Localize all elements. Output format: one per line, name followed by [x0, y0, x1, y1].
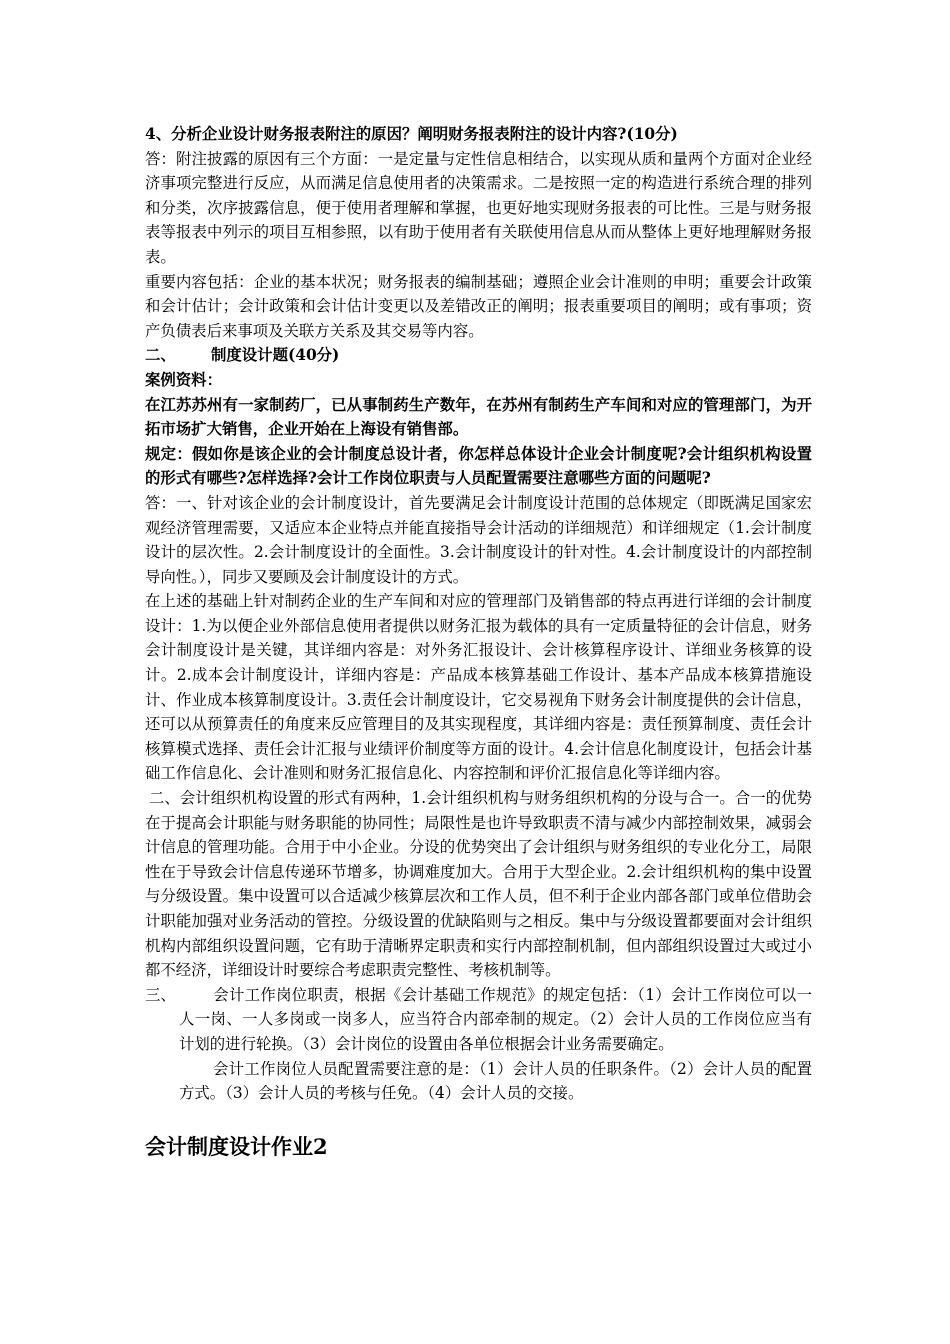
case-text: 在江苏苏州有一家制药厂，已从事制药生产数年，在苏州有制药生产车间和对应的管理部门，为开拓市场扩大销售，企业开始在上海设有销售部。 — [145, 395, 812, 439]
section-2-number: 二、 — [145, 346, 176, 365]
document-page — [145, 122, 812, 1162]
section-2-title: 制度设计题(40分) — [211, 346, 340, 365]
answer-part-2: 二、会计组织机构设置的形式有两种，1.会计组织机构与财务组织机构的分设与合一。合一的优势在于提高会计职能与财务职能的协同性；局限性是也许导致职责不清与减少内部控制效果，减弱会计信息的管理功能。合用于中小企业。分设的优势突出了会计组织与财务组织的专业化分工，局限性在于导致会计信息传递环节增多，协调难度加大。合用于大型企业。2.会计组织机构的集中设置与分级设置。集中设置可以合适减少核算层次和工作人员，但不利于企业内部各部门或单位借助会计职能加强对业务活动的管控。分级设置的优缺陷则与之相反。集中与分级设置都要面对会计组织机构内部组织设置问题，它有助于清晰界定职责和实行内部控制机制，但内部组织设置过大或过小都不经济，详细设计时要综合考虑职责完整性、考核机制等。 — [145, 789, 812, 980]
answer-part-3-staffing: 会计工作岗位人员配置需要注意的是：（1）会计人员的任职条件。（2）会计人员的配置方式。（3）会计人员的考核与任免。（4）会计人员的交接。 — [179, 1059, 812, 1103]
answer-part-3-number: 三、 — [145, 985, 176, 1004]
question-4-answer-reasons: 答：附注披露的原因有三个方面：一是定量与定性信息相结合，以实现从质和量两个方面对企业经济事项完整进行反应，从而满足信息使用者的决策需求。二是按照一定的构造进行系统合理的排列和分类，次序披露信息，便于使用者理解和掌握，也更好地实现财务报表的可比性。三是与财务报表等报表中列示的项目互相参照，以有助于使用者有关联使用信息从而从整体上更好地理解财务报表。 — [145, 149, 812, 266]
question-4-title: 4、分析企业设计财务报表附注的原因？阐明财务报表附注的设计内容?(10分) — [145, 125, 678, 143]
answer-part-3-text: 会计工作岗位职责，根据《会计基础工作规范》的规定包括：（1）会计工作岗位可以一人一岗、一人多岗或一岗多人，应当符合内部牵制的规定。（2）会计人员的工作岗位应当有计划的进行轮换。（3）会计岗位的设置由各单位根据会计业务需要确定。 — [179, 985, 812, 1053]
section-2-heading — [145, 343, 812, 368]
case-label: 案例资料： — [145, 370, 222, 389]
case-requirement: 规定：假如你是该企业的会计制度总设计者，你怎样总体设计企业会计制度呢?会计组织机构设置的形式有哪些?怎样选择?会计工作岗位职责与人员配置需要注意哪些方面的问题呢? — [145, 444, 812, 488]
question-4-answer-contents: 重要内容包括：企业的基本状况；财务报表的编制基础；遵照企业会计准则的申明；重要会计政策和会计估计；会计政策和会计估计变更以及差错改正的阐明；报表重要项目的阐明；或有事项；资产负债表后来事项及关联方关系及其交易等内容。 — [145, 272, 812, 340]
answer-part-1-detail: 在上述的基础上针对制药企业的生产车间和对应的管理部门及销售部的特点再进行详细的会计制度设计：1.为以便企业外部信息使用者提供以财务汇报为载体的具有一定质量特征的会计信息，财务会计制度设计是关键，其详细内容是：对外务汇报设计、会计核算程序设计、详细业务核算的设计。2.成本会计制度设计，详细内容是：产品成本核算基础工作设计、基本产品成本核算措施设计、作业成本核算制度设计。3.责任会计制度设计，它交易视角下财务会计制度提供的会计信息，还可以从预算责任的角度来反应管理目的及其实现程度，其详细内容是：责任预算制度、责任会计核算模式选择、责任会计汇报与业绩评价制度等方面的设计。4.会计信息化制度设计，包括会计基础工作信息化、会计准则和财务汇报信息化、内容控制和评价汇报信息化等详细内容。 — [145, 592, 812, 783]
answer-part-3 — [145, 983, 812, 1057]
next-assignment-heading: 会计制度设计作业2 — [145, 1133, 328, 1159]
answer-part-1: 答：一、针对该企业的会计制度设计，首先要满足会计制度设计范围的总体规定（即既满足国家宏观经济管理需要，又适应本企业特点并能直接指导会计活动的详细规范）和详细规定（1.会计制度设计的层次性。2.会计制度设计的全面性。3.会计制度设计的针对性。4.会计制度设计的内部控制导向性。），同步又要顾及会计制度设计的方式。 — [145, 493, 812, 586]
